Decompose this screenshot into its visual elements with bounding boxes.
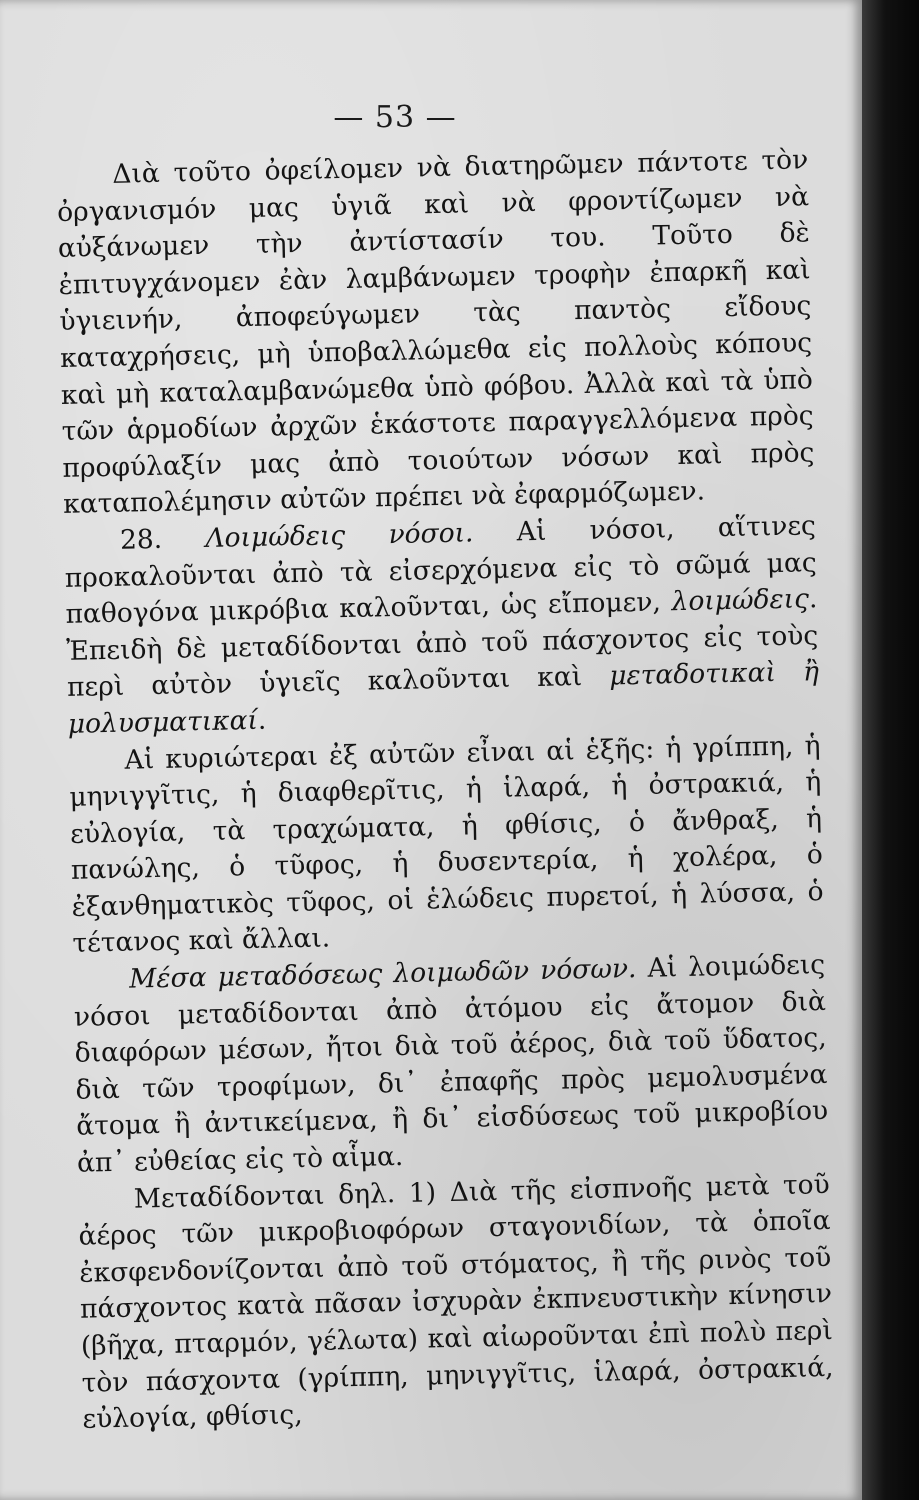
page-number: — 53 — <box>333 100 457 135</box>
paragraph-health-advice: Διὰ τοῦτο ὀφείλομεν νὰ διατηρῶμεν πάντοτε τὸν ὀργανισμόν μας ὑγιᾶ καὶ νὰ φροντίζωμεν νὰ αὐξάνωμεν τὴν ἀντίστασίν του. Τοῦτο δὲ ἐπιτυγχάνομεν ἐὰν λαμβάνωμεν τροφὴν ἐπαρκῆ καὶ ὑγιεινήν, ἀποφεύγωμεν τὰς παντὸς εἴδους καταχρήσεις, μὴ ὑποβαλλώμεθα εἰς πολλοὺς κόπους καὶ μὴ καταλαμβανώμεθα ὑπὸ φόβου. Ἀλλὰ καὶ τὰ ὑπὸ τῶν ἁρμοδίων ἀρχῶν ἑκάστοτε παραγγελλόμενα πρὸς προφύλαξίν μας ἀπὸ τοιούτων νόσων καὶ πρὸς καταπολέμησιν αὐτῶν πρέπει νὰ ἐφαρμόζωμεν. <box>56 144 815 521</box>
section-number: 28. <box>119 523 163 556</box>
paragraph-text: Αἱ νόσοι, αἵτινες προκαλοῦνται ἀπὸ τὰ εἰσερχόμενα εἰς τὸ σῶμά μας παθογόνα μικρόβια καλοῦνται, ὡς εἴπομεν, <box>64 510 817 631</box>
italic-term: μεταδοτικαὶ ἢ μολυσματικαί <box>67 656 820 740</box>
page-text <box>56 142 835 1438</box>
paragraph-infectious-diseases <box>64 508 820 743</box>
scan-dark-edge <box>862 0 919 1500</box>
paragraph-text: . <box>257 704 267 736</box>
section-heading: Λοιμώδεις νόσοι. <box>205 517 474 554</box>
paragraph-text: Αἱ λοιμώδεις νόσοι μεταδίδονται ἀπὸ ἀτόμου εἰς ἄτομον διὰ διαφόρων μέσων, ἤτοι διὰ τοῦ ἀέρος, διὰ τοῦ ὕδατος, διὰ τῶν τροφίμων, δι᾽ ἐπαφῆς πρὸς μεμολυσμένα ἄτομα ἢ ἀντικείμενα, ἢ δι᾽ εἰσδύσεως τοῦ μικροβίου ἀπ᾽ εὐθείας εἰς τὸ αἷμα. <box>73 949 829 1179</box>
paragraph-transmission-air: Μεταδίδονται δηλ. 1) Διὰ τῆς εἰσπνοῆς μετὰ τοῦ ἀέρος τῶν μικροβιοφόρων σταγονιδίων, τὰ ὁποῖα ἐκσφενδονίζονται ἀπὸ τοῦ στόματος, ἢ τῆς ρινὸς τοῦ πάσχοντος κατὰ πᾶσαν ἰσχυρὰν ἐκπνευστικὴν κίνησιν (βῆχα, πταρμόν, γέλωτα) καὶ αἰωροῦνται ἐπὶ πολὺ περὶ τὸν πάσχοντα (γρίππη, μηνιγγῖτις, ἱλαρά, ὀστρακιά, εὐλογία, φθίσις, <box>78 1168 834 1435</box>
italic-term: λοιμώδεις <box>671 583 810 618</box>
paragraph-text: . Ἐπειδὴ δὲ μεταδίδονται ἀπὸ τοῦ πάσχοντος εἰς τοὺς περὶ αὐτὸν ὑγιεῖς καλοῦνται καὶ <box>66 583 819 704</box>
paragraph-transmission-means <box>73 947 829 1182</box>
paragraph-disease-list: Αἱ κυριώτεραι ἐξ αὐτῶν εἶναι αἱ ἑξῆς: ἡ γρίππη, ἡ μηνιγγῖτις, ἡ διαφθερῖτις, ἡ ἱλαρά, ἡ ὀστρακιά, ἡ εὐλογία, τὰ τραχώματα, ἡ φθίσις, ὁ ἄνθραξ, ἡ πανώλης, ὁ τῦφος, ἡ δυσεντερία, ἡ χολέρα, ὁ ἐξανθηματικὸς τῦφος, οἱ ἑλώδεις πυρετοί, ἡ λύσσα, ὁ τέτανος καὶ ἄλλαι. <box>69 729 824 960</box>
subsection-heading: Μέσα μεταδόσεως λοιμωδῶν νόσων. <box>128 953 637 995</box>
